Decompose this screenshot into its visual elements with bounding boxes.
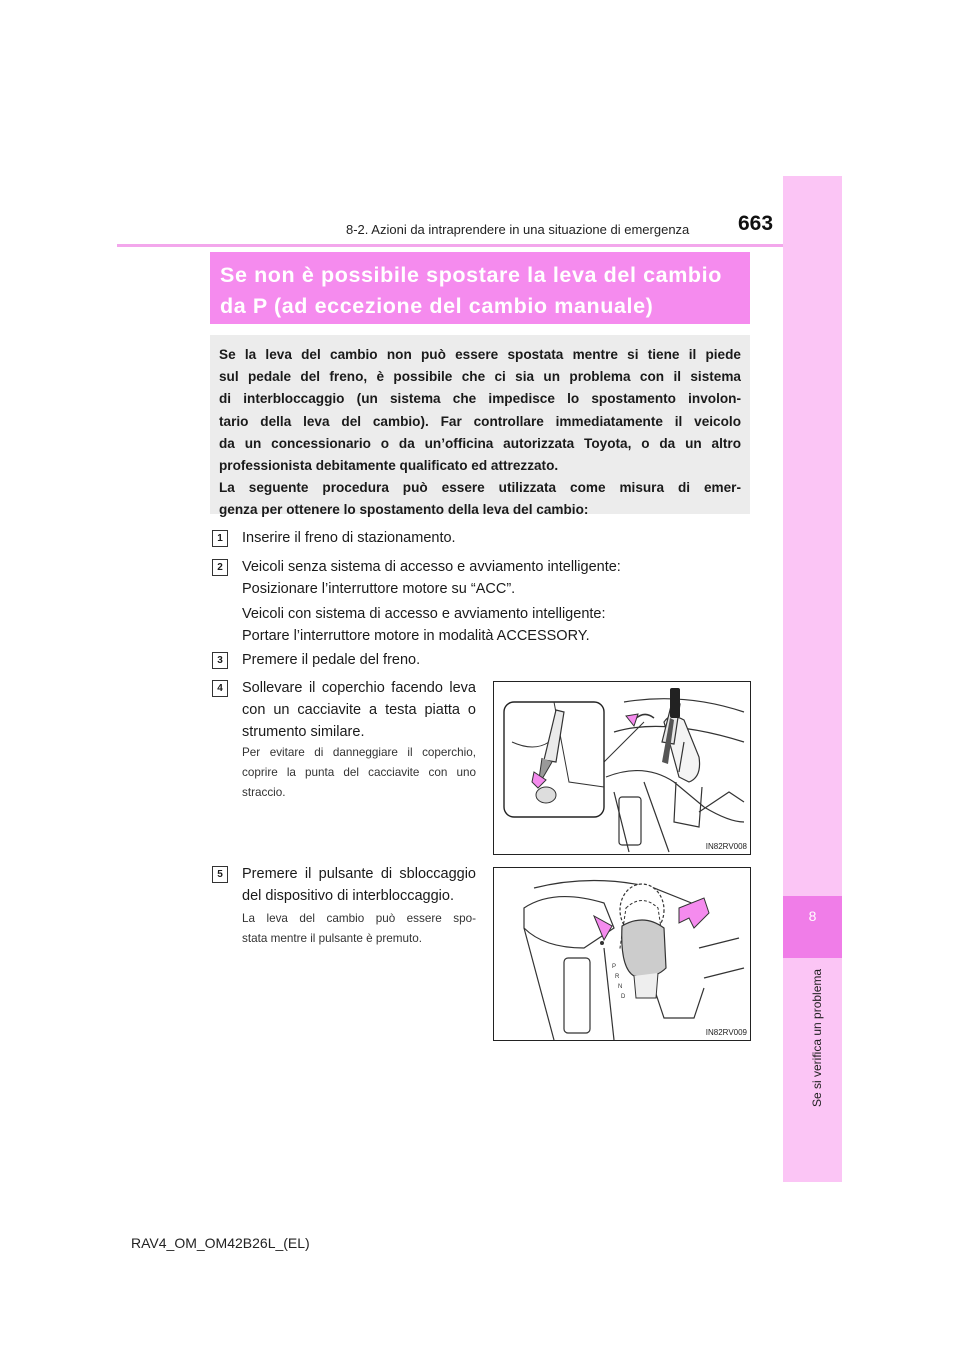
step-5-text — [242, 863, 476, 907]
svg-text:N: N — [618, 984, 623, 990]
step-4-line: strumento similare. — [242, 724, 365, 740]
step-number-1: 1 — [212, 530, 228, 547]
step-4-line: Sollevare il coperchio facendo leva — [242, 680, 476, 696]
step-number-2: 2 — [212, 559, 228, 576]
shift-lock-release-illustration — [494, 868, 750, 1040]
intro-line: da un concessionario o da un’officina autorizzata Toyota, o da un altro — [219, 435, 741, 451]
svg-text:D: D — [621, 994, 626, 1000]
intro-line: professionista debitamente qualificato ed attrezzato. — [219, 458, 559, 474]
intro-line: sul pedale del freno, è possibile che ci sia un problema con il sistema — [219, 369, 741, 385]
figure-remove-cover — [493, 681, 751, 855]
section-title — [210, 252, 750, 324]
intro-line: tario della leva del cambio). Far controllare immediatamente il veicolo — [219, 413, 741, 429]
footer-code: RAV4_OM_OM42B26L_(EL) — [131, 1235, 310, 1251]
step-5-line: del dispositivo di interbloccaggio. — [242, 888, 454, 904]
intro-line: La seguente procedura può essere utilizzata come misura di emer- — [219, 480, 741, 496]
step-1-text: Inserire il freno di stazionamento. — [242, 530, 456, 546]
step-5-note-line: La leva del cambio può essere spo- — [242, 912, 476, 925]
header-divider — [117, 244, 783, 247]
svg-text:R: R — [615, 974, 620, 980]
page-number: 663 — [738, 212, 774, 235]
step-5-note — [242, 909, 476, 949]
step-4-text — [242, 677, 476, 743]
step-2-text: Posizionare l’interruttore motore su “ACC”. — [242, 581, 516, 597]
step-5-line: Premere il pulsante di sbloccaggio — [242, 866, 476, 882]
step-5-note-line: stata mentre il pulsante è premuto. — [242, 932, 422, 945]
step-4-note-line: coprire la punta del cacciavite con uno — [242, 766, 476, 779]
step-4-note-line: Per evitare di danneggiare il coperchio, — [242, 746, 476, 759]
step-2-text: Veicoli senza sistema di accesso e avviamento intelligente: — [242, 559, 621, 575]
step-number-3: 3 — [212, 652, 228, 669]
section-header: 8-2. Azioni da intraprendere in una situazione di emergenza — [346, 222, 690, 237]
step-2-text: Veicoli con sistema di accesso e avviamento intelligente: — [242, 606, 606, 622]
svg-text:P: P — [612, 964, 617, 970]
step-4-note-line: straccio. — [242, 786, 286, 799]
chapter-number: 8 — [808, 908, 817, 924]
title-line-1: Se non è possibile spostare la leva del cambio — [220, 263, 722, 287]
step-number-4: 4 — [212, 680, 228, 697]
step-4-line: con un cacciavite a testa piatta o — [242, 702, 476, 718]
figure-release-button — [493, 867, 751, 1041]
chapter-title: Se si verifica un problema — [810, 968, 824, 1107]
shifter-screwdriver-illustration — [494, 682, 750, 854]
chapter-number-tab — [783, 896, 842, 958]
figure-code: IN82RV008 — [705, 842, 747, 851]
intro-line: Se la leva del cambio non può essere spostata mentre si tiene il piede — [219, 347, 741, 362]
figure-code: IN82RV009 — [705, 1028, 747, 1037]
step-3-text: Premere il pedale del freno. — [242, 652, 421, 668]
intro-line: genza per ottenere lo spostamento della leva del cambio: — [219, 502, 589, 518]
intro-line: di interbloccaggio (un sistema che impedisce lo spostamento involon- — [219, 391, 741, 407]
step-number-5: 5 — [212, 866, 228, 883]
step-2-text: Portare l’interruttore motore in modalità ACCESSORY. — [242, 628, 590, 644]
step-4-note — [242, 743, 476, 803]
title-line-2: da P (ad eccezione del cambio manuale) — [220, 294, 654, 318]
intro-box — [210, 335, 750, 518]
